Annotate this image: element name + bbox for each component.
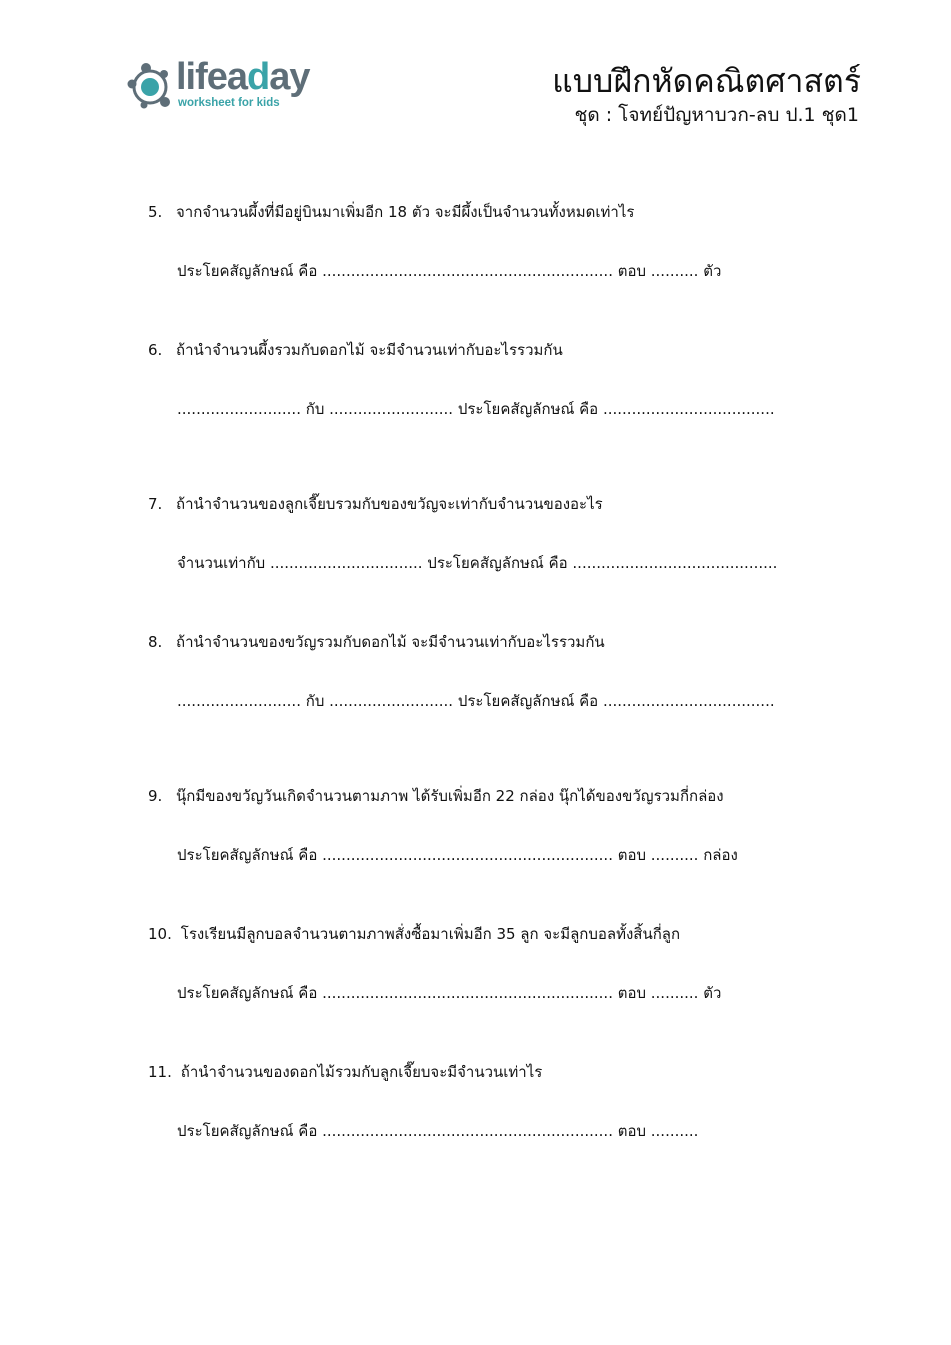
question-text: จากจำนวนผึ้งที่มีอยู่บินมาเพิ่มอีก 18 ตัว จะมีผึ้งเป็นจำนวนทั้งหมดเท่าไร: [176, 203, 635, 221]
question-number: 7.: [148, 495, 163, 513]
question-number: 9.: [148, 787, 163, 805]
question-text: ถ้านำจำนวนของขวัญรวมกับดอกไม้ จะมีจำนวนเท่ากับอะไรรวมกัน: [176, 633, 605, 651]
answer-line-9: ประโยคสัญลักษณ์ คือ ............................................................. ตอบ .......... กล่อง: [177, 846, 738, 864]
question-number: 6.: [148, 341, 163, 359]
question-text: โรงเรียนมีลูกบอลจำนวนตามภาพสั่งซื้อมาเพิ่มอีก 35 ลูก จะมีลูกบอลทั้งสิ้นกี่ลูก: [176, 925, 681, 943]
question-number: 10.: [148, 925, 172, 943]
logo-wordmark: lifeaday: [176, 56, 310, 98]
question-5: [148, 200, 634, 224]
logo-tagline: worksheet for kids: [178, 97, 280, 109]
answer-line-5: ประโยคสัญลักษณ์ คือ ............................................................. ตอบ .......... ตัว: [177, 262, 722, 280]
question-11: [148, 1060, 542, 1084]
logo: [126, 56, 316, 116]
question-number: 11.: [148, 1063, 172, 1081]
molecule-logo-icon: [126, 60, 176, 112]
question-number: 5.: [148, 203, 163, 221]
question-7: [148, 492, 603, 516]
question-text: ถ้านำจำนวนของลูกเจี๊ยบรวมกับของขวัญจะเท่ากับจำนวนของอะไร: [176, 495, 603, 513]
answer-line-7: จำนวนเท่ากับ ................................ ประโยคสัญลักษณ์ คือ ...........................................: [177, 554, 778, 572]
page-subtitle: ชุด : โจทย์ปัญหาบวก-ลบ ป.1 ชุด1: [574, 104, 859, 126]
question-number: 8.: [148, 633, 163, 651]
question-8: [148, 630, 605, 654]
answer-line-11: ประโยคสัญลักษณ์ คือ ............................................................. ตอบ ..........: [177, 1122, 699, 1140]
page-title: แบบฝึกหัดคณิตศาสตร์: [552, 62, 861, 100]
question-text: นุ๊กมีของขวัญวันเกิดจำนวนตามภาพ ได้รับเพิ่มอีก 22 กล่อง นุ๊กได้ของขวัญรวมกี่กล่อง: [176, 787, 724, 805]
answer-line-6: .......................... กับ .......................... ประโยคสัญลักษณ์ คือ ....................................: [177, 400, 775, 418]
question-text: ถ้านำจำนวนผึ้งรวมกับดอกไม้ จะมีจำนวนเท่ากับอะไรรวมกัน: [176, 341, 563, 359]
question-text: ถ้านำจำนวนของดอกไม้รวมกับลูกเจี๊ยบจะมีจำนวนเท่าไร: [176, 1063, 543, 1081]
question-10: [148, 922, 680, 946]
question-6: [148, 338, 563, 362]
answer-line-8: .......................... กับ .......................... ประโยคสัญลักษณ์ คือ ....................................: [177, 692, 775, 710]
answer-line-10: ประโยคสัญลักษณ์ คือ ............................................................. ตอบ .......... ตัว: [177, 984, 722, 1002]
question-9: [148, 784, 724, 808]
